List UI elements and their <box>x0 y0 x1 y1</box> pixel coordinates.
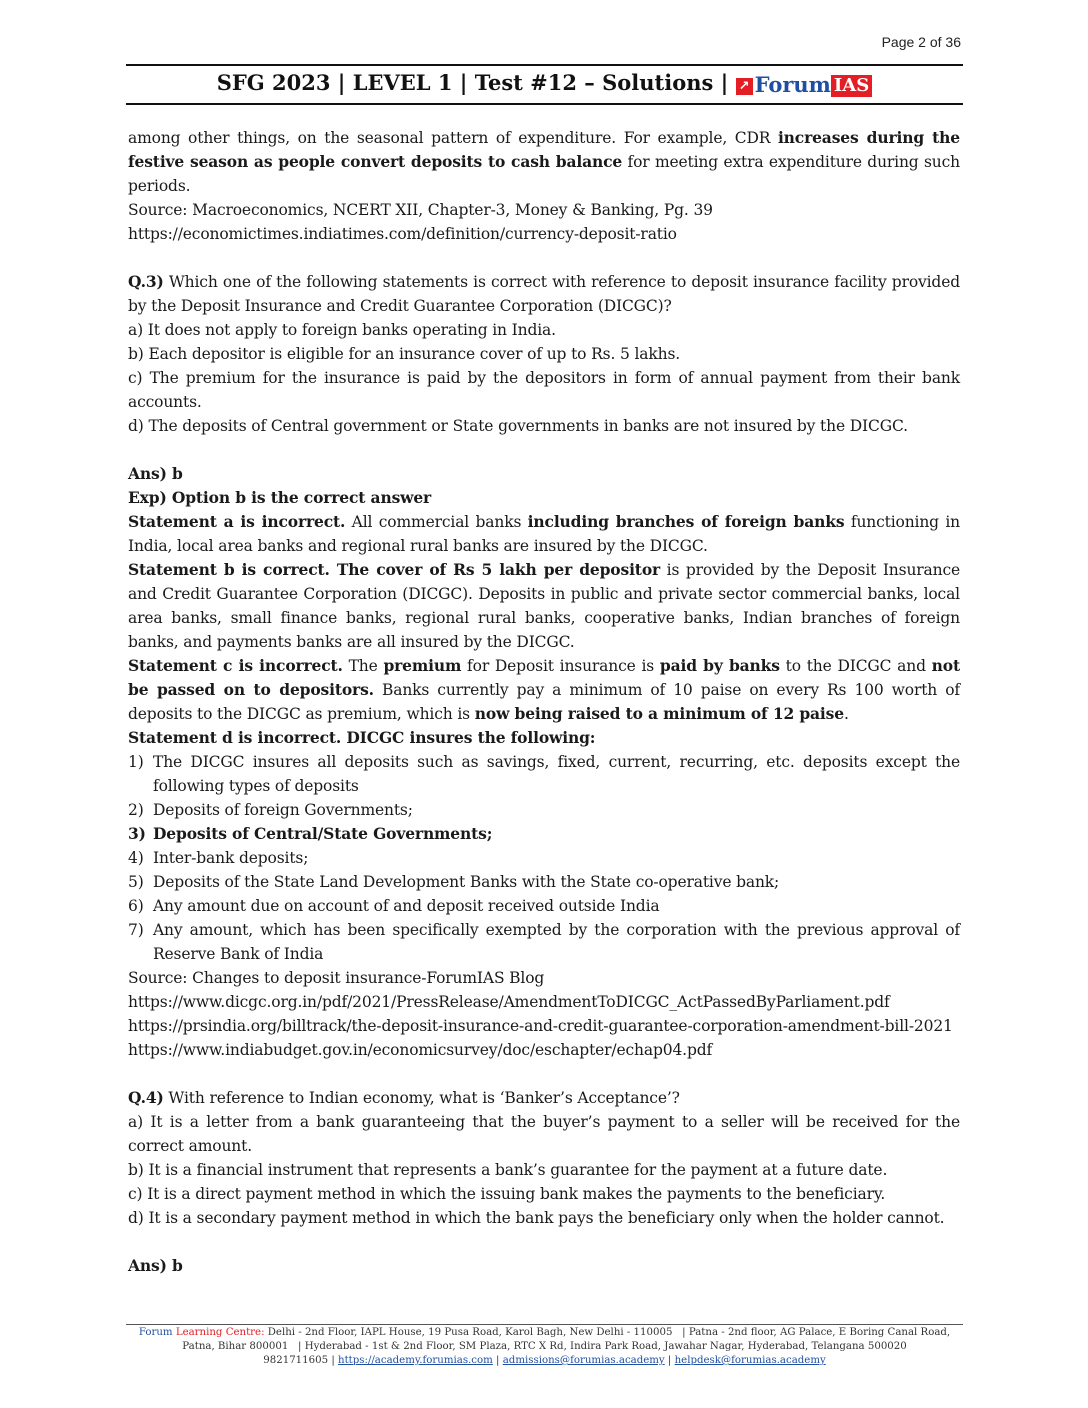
statement-a-label: Statement a is incorrect. <box>128 512 346 531</box>
statement-b-label: Statement b is correct. The cover of Rs 5 lakh per depositor <box>128 560 661 579</box>
arrow-up-right-icon: ↗ <box>736 78 753 95</box>
list-item-text: Inter-bank deposits; <box>153 849 309 867</box>
list-item-number: 5) <box>128 873 144 891</box>
q3-text: Which one of the following statements is correct with reference to deposit insurance facility provided by the Deposit Insurance and Credit Guarantee Corporation (DICGC)? <box>128 273 960 315</box>
page-footer <box>126 1326 963 1368</box>
list-item <box>128 918 960 966</box>
list-item-text: Any amount due on account of and deposit received outside India <box>153 897 660 915</box>
q3-option-c: c) The premium for the insurance is paid by the depositors in form of annual payment from their bank accounts. <box>128 369 960 411</box>
statement-b <box>128 558 960 654</box>
statement-b-text: is provided by the Deposit Insurance and Credit Guarantee Corporation (DICGC). Deposits in public and private sector commercial banks, local area banks, small finance banks, regional rural banks, cooperative banks, Indian branches of foreign banks, and payments banks are all insured by the DICGC. <box>128 561 961 651</box>
intro-bold: increases during the festive season as people convert deposits to cash balance <box>128 128 960 171</box>
list-item-text: Deposits of Central/State Governments; <box>153 824 493 843</box>
footer-address-line-2: Patna, Bihar 800001 | Hyderabad - 1st & 2nd Floor, SM Plaza, RTC X Rd, Indira Park Road, Jawahar Nagar, Hyderabad, Telangana 500020 <box>182 1341 907 1352</box>
statement-c-bold-paise: now being raised to a minimum of 12 paise <box>474 704 844 723</box>
q3-url-dicgc: https://www.dicgc.org.in/pdf/2021/PressRelease/AmendmentToDICGC_ActPassedByParliament.pdf <box>128 993 890 1011</box>
statement-c-bold-depositors: not be passed on to depositors. <box>128 656 960 699</box>
footer-phone: 9821711605 <box>263 1355 329 1366</box>
list-item-text: The DICGC insures all deposits such as savings, fixed, current, recurring, etc. deposits except the following types of deposits <box>153 753 960 795</box>
footer-academy-link[interactable]: https://academy.forumias.com <box>338 1355 493 1366</box>
q3-number: Q.3) <box>128 272 164 291</box>
list-item-number: 7) <box>128 921 144 939</box>
list-item <box>128 894 960 918</box>
statement-d-label: Statement d is incorrect. DICGC insures the following: <box>128 728 596 747</box>
header-bottom-rule <box>126 103 963 105</box>
statement-c-bold-premium: premium <box>383 656 462 675</box>
q3-url-prsindia: https://prsindia.org/billtrack/the-deposit-insurance-and-credit-guarantee-corporation-amendment-bill-2021 <box>128 1017 953 1035</box>
statement-a-bold: including branches of foreign banks <box>527 512 845 531</box>
list-item <box>128 798 960 822</box>
footer-label: Learning Centre: <box>172 1327 265 1338</box>
statement-c <box>128 654 960 726</box>
header-top-rule <box>126 64 963 66</box>
q3-option-a: a) It does not apply to foreign banks operating in India. <box>128 321 556 339</box>
q3-explanation-title <box>128 486 960 510</box>
statement-a-text-end: functioning in India, local area banks and regional rural banks are insured by the DICGC. <box>128 513 961 555</box>
statement-c-text-3: to the DICGC and <box>779 657 932 675</box>
list-item-text: Any amount, which has been specifically exempted by the corporation with the previous approval of Reserve Bank of India <box>153 921 960 963</box>
list-item-number: 4) <box>128 849 144 867</box>
list-item <box>128 822 960 846</box>
q3-answer <box>128 462 960 486</box>
footer-address-line-1 <box>126 1326 963 1340</box>
q4-number: Q.4) <box>128 1088 164 1107</box>
footer-helpdesk-email-link[interactable]: helpdesk@forumias.academy <box>674 1355 826 1366</box>
intro-source: Source: Macroeconomics, NCERT XII, Chapter-3, Money & Banking, Pg. 39 <box>128 201 713 219</box>
q4-option-a: a) It is a letter from a bank guaranteeing that the buyer’s payment to a seller will be received for the correct amount. <box>128 1113 960 1155</box>
list-item-number: 1) <box>128 753 144 771</box>
dicgc-exclusion-list <box>128 750 960 966</box>
footer-address-1: Delhi - 2nd Floor, IAPL House, 19 Pusa Road, Karol Bagh, New Delhi - 110005 | Patna - 2nd floor, AG Palace, E Boring Canal Road, <box>264 1327 951 1338</box>
statement-c-text-4: Banks currently pay a minimum of 10 paise on every Rs 100 worth of deposits to the DICGC as premium, which is <box>128 681 960 723</box>
list-item-text: Deposits of foreign Governments; <box>153 801 413 819</box>
q3-url-indiabudget: https://www.indiabudget.gov.in/economicsurvey/doc/eschapter/echap04.pdf <box>128 1041 713 1059</box>
q4-answer <box>128 1254 960 1278</box>
list-item <box>128 846 960 870</box>
statement-c-label: Statement c is incorrect. <box>128 656 343 675</box>
intro-paragraph <box>128 126 960 198</box>
intro-url: https://economictimes.indiatimes.com/definition/currency-deposit-ratio <box>128 225 677 243</box>
statement-c-text: The <box>342 657 384 675</box>
footer-rule <box>126 1324 963 1325</box>
q3-explanation-text: Exp) Option b is the correct answer <box>128 488 432 507</box>
footer-admissions-email-link[interactable]: admissions@forumias.academy <box>502 1355 665 1366</box>
q3-answer-text: Ans) b <box>128 464 183 483</box>
footer-brand: Forum <box>138 1327 173 1338</box>
logo-forum-text: Forum <box>754 72 831 97</box>
q4-option-d: d) It is a secondary payment method in which the bank pays the beneficiary only when the holder cannot. <box>128 1209 945 1227</box>
list-item-number: 2) <box>128 801 144 819</box>
q3-option-b: b) Each depositor is eligible for an insurance cover of up to Rs. 5 lakhs. <box>128 345 681 363</box>
statement-c-text-2: for Deposit insurance is <box>461 657 660 675</box>
list-item-number: 6) <box>128 897 144 915</box>
footer-separator: | <box>664 1355 675 1366</box>
page-header <box>126 70 963 97</box>
logo-ias-text: IAS <box>831 75 872 97</box>
statement-a <box>128 510 960 558</box>
footer-contact-line <box>126 1354 963 1368</box>
intro-text: among other things, on the seasonal pattern of expenditure. For example, CDR <box>128 129 778 147</box>
q3-source: Source: Changes to deposit insurance-ForumIAS Blog <box>128 969 545 987</box>
footer-separator: | <box>328 1355 339 1366</box>
q3-question <box>128 270 960 318</box>
statement-c-bold-banks: paid by banks <box>659 656 780 675</box>
q4-answer-text: Ans) b <box>128 1256 183 1275</box>
page-number: Page 2 of 36 <box>881 34 961 50</box>
footer-separator: | <box>492 1355 503 1366</box>
q4-text: With reference to Indian economy, what is ‘Banker’s Acceptance’? <box>163 1089 680 1107</box>
q4-option-c: c) It is a direct payment method in which the issuing bank makes the payments to the beneficiary. <box>128 1185 886 1203</box>
header-title: SFG 2023 | LEVEL 1 | Test #12 – Solutions | <box>216 70 729 95</box>
list-item <box>128 750 960 798</box>
q4-question <box>128 1086 960 1110</box>
list-item-text: Deposits of the State Land Development Banks with the State co-operative bank; <box>153 873 780 891</box>
list-item <box>128 870 960 894</box>
q4-option-b: b) It is a financial instrument that represents a bank’s guarantee for the payment at a future date. <box>128 1161 888 1179</box>
statement-d <box>128 726 960 750</box>
q3-option-d: d) The deposits of Central government or State governments in banks are not insured by the DICGC. <box>128 417 908 435</box>
statement-a-text: All commercial banks <box>345 513 528 531</box>
list-item-number: 3) <box>128 824 146 843</box>
intro-text-end: for meeting extra expenditure during such periods. <box>128 153 960 195</box>
forumias-logo <box>736 72 873 97</box>
statement-c-text-5: . <box>843 705 849 723</box>
page-content <box>128 126 960 1278</box>
